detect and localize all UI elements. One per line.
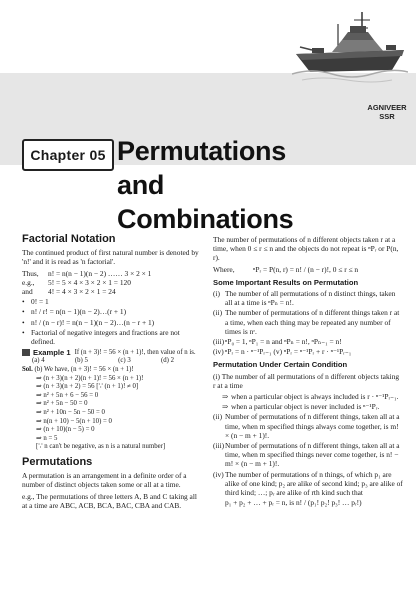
item-mark [213, 498, 225, 507]
solution-step: ⇒ n = 5 [36, 434, 58, 442]
sub-item-text: when a particular object is always included is r · ⁿ⁻¹Pᵣ₋₁. [231, 392, 399, 402]
option-d: (d) 2 [160, 357, 174, 365]
line-text: 5! = 5 × 4 × 3 × 2 × 1 = 120 [48, 277, 131, 287]
chapter-label: Chapter 05 [30, 147, 106, 163]
condition-sub-item: ⇒ when a particular object is always included is r · ⁿ⁻¹Pᵣ₋₁. [222, 392, 399, 402]
example-options [22, 357, 204, 366]
formula-text: ⁿPᵣ = P(n, r) = n! / (n − r)!, 0 ≤ r ≤ n [253, 264, 359, 274]
condition-heading: Permutation Under Certain Condition [213, 360, 348, 370]
item-text: p₁ + p₂ + … + pᵣ = n, is n! / (p₁! p₂! p₃! … pᵣ!) [225, 498, 362, 508]
result-item [213, 308, 403, 336]
factorial-heading: Factorial Notation [22, 233, 116, 245]
condition-item [213, 470, 403, 498]
left-column [22, 235, 204, 512]
chapter-label-box [22, 139, 114, 171]
item-text: The number of all permutations of n distinct things, taken all at a time is ⁿPₙ = n!. [225, 289, 396, 308]
solution-step: ⇒ n² + 5n − 50 = 0 [36, 400, 88, 408]
bullet-text: n! / (n − r)! = n(n − 1)(n − 2)…(n − r + 1) [31, 317, 155, 327]
solution-text: (b) We have, (n + 3)! = 56 × (n + 1)! [34, 366, 134, 374]
line-label: e.g., [22, 277, 35, 287]
example-heading [22, 348, 204, 357]
condition-item [213, 412, 403, 440]
factorial-line [22, 287, 204, 296]
permutation-formula [213, 265, 403, 274]
item-mark: (iv) [213, 347, 224, 357]
factorial-bullet: • n! / (n − r)! = n(n − 1)(n − 2)…(n − r + 1) [22, 317, 155, 327]
item-mark: (iii) [213, 337, 225, 347]
factorial-bullet: • 0! = 1 [22, 297, 49, 307]
permutations-definition: A permutation is an arrangement in a definite order of a number of distinct objects taken some or all at a time. [22, 471, 187, 490]
option-b: (b) 5 [74, 357, 88, 365]
where-label: Where, [213, 264, 235, 274]
item-text: ⁿPᵣ = n · ⁿ⁻¹Pᵣ₋₁ (v) ⁿPᵣ = ⁿ⁻¹Pᵣ + r · ⁿ⁻¹Pᵣ₋₁ [225, 347, 352, 357]
sub-item-text: when a particular object is never included is ⁿ⁻¹Pᵣ. [231, 402, 380, 412]
warship-icon [292, 10, 408, 106]
item-mark: (iv) [213, 469, 224, 479]
condition-item [213, 441, 403, 469]
exam-badge [358, 103, 416, 121]
solution-first-line [22, 366, 204, 375]
results-heading: Some Important Results on Permutation [213, 277, 359, 287]
condition-item [213, 498, 403, 507]
permutation-intro: The number of permutations of n different objects taken r at a time, when 0 ≤ r ≤ n and the objects do not repeat is ⁿPᵣ or P(n, r). [213, 235, 399, 263]
solution-step: ⇒ n² + 5n + 6 − 56 = 0 [36, 391, 99, 399]
option-a: (a) 4 [32, 357, 45, 365]
solution-step: ⇒ n(n + 10) − 5(n + 10) = 0 [36, 417, 112, 425]
line-text: 4! = 4 × 3 × 2 × 1 = 24 [48, 287, 116, 297]
chapter-title-line-1: Permutations [117, 136, 286, 166]
factorial-line [22, 269, 204, 278]
bullet-text: Factorial of negative integers and fractions are not defined. [31, 327, 180, 347]
option-c: (c) 3 [118, 357, 131, 365]
solution-label: Sol. [22, 366, 33, 374]
solution-step: ⇒ (n + 3)(n + 2)(n + 1)! = 56 × (n + 1)! [36, 374, 144, 382]
item-text: ⁿP₀ = 1, ⁿP₁ = n and ⁿPₙ = n!, ⁿPₙ₋₁ = n! [225, 337, 342, 347]
example-question: If (n + 3)! = 56 × (n + 1)!, then value of n is. [74, 348, 196, 356]
item-text: Number of permutations of n different things, taken all at a time, when m specified things never come together, is n! − m! × (n − m + 1)!. [225, 441, 400, 469]
right-column [213, 235, 403, 508]
line-label: and [22, 287, 33, 297]
factorial-bullet: • Factorial of negative integers and fractions are not defined. [22, 328, 204, 346]
solution-note: [∵ n can't be negative, as n is a natural number] [36, 443, 166, 451]
item-text: Number of permutations of n different things, taken all at a time, when m specified things always come together, is m! × (n − m + 1)!. [225, 412, 400, 440]
factorial-intro: The continued product of first natural number is denoted by 'n!' and it is read as 'n factorial'. [22, 248, 199, 267]
item-mark: (ii) [213, 308, 223, 318]
line-text: n! = n(n − 1)(n − 2) …… 3 × 2 × 1 [48, 268, 152, 278]
condition-sub-item: ⇒ when a particular object is never included is ⁿ⁻¹Pᵣ. [222, 402, 380, 412]
bullet-text: n! / r! = n(n − 1)(n − 2)…(r + 1) [31, 307, 127, 317]
solution-step: ⇒ n² + 10n − 5n − 50 = 0 [36, 409, 105, 416]
solution-step: ⇒ (n + 3)(n + 2) = 56 [∵ (n + 1)! ≠ 0] [36, 383, 139, 391]
result-item [213, 347, 403, 356]
solution-step: ⇒ (n + 10)(n − 5) = 0 [36, 426, 95, 434]
result-item [213, 337, 403, 346]
item-text: The number of permutations of n things, of which p₁ are alike of one kind; p₂ are alike of second kind; p₃ are alike of third kind; …; pᵣ are alike of rth kind such that [225, 469, 403, 498]
badge-line-1: AGNIVEER [367, 103, 407, 112]
item-mark: (iii) [213, 441, 225, 451]
badge-line-2: SSR [379, 112, 395, 121]
example-label: Example 1 [33, 348, 71, 358]
item-text: The number of permutations of n different things taken r at a time, when each thing may be repeated any number of times is nʳ. [225, 308, 400, 336]
example-marker-icon [22, 349, 30, 356]
condition-item-1: (i) The number of all permutations of n different objects taking r at a time [213, 371, 400, 390]
factorial-line [22, 278, 204, 287]
result-item [213, 289, 403, 307]
chapter-title-line-2: and Combinations [117, 170, 294, 234]
factorial-bullet: • n! / r! = n(n − 1)(n − 2)…(r + 1) [22, 307, 127, 317]
permutations-heading: Permutations [22, 455, 93, 468]
bullet-text: 0! = 1 [31, 297, 49, 307]
permutations-example: e.g., The permutations of three letters A, B and C taking all at a time are ABC, ACB, BCA, BAC, CBA and CAB. [22, 491, 197, 510]
chapter-title [117, 134, 297, 236]
item-mark: (i) [213, 289, 220, 299]
item-mark: (ii) [213, 412, 223, 422]
line-label: Thus, [22, 268, 39, 278]
